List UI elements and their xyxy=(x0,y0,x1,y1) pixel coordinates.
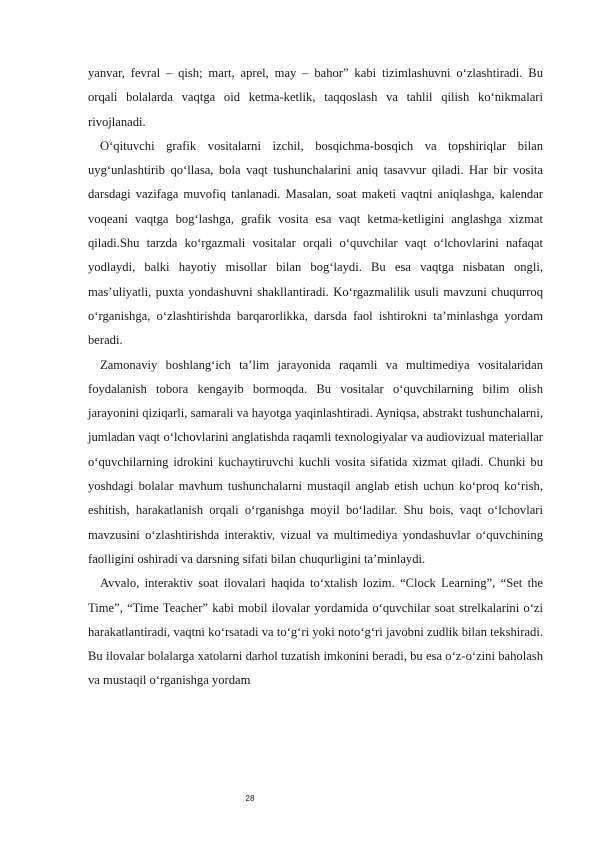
paragraph-4: Avvalo, interaktiv soat ilovalari haqida to‘xtalish lozim. “Clock Learning”, “Set the Time”, “Time Teacher” kabi mobil ilovalar yordamida o‘quvchilar soat strelkalarini o‘zi harakatlantiradi, vaqtni ko‘rsatadi va to‘g‘ri yoki noto‘g‘ri javobni zudlik bilan tekshiradi. Bu ilovalar bolalarga xatolarni darhol tuzatish imkonini beradi, bu esa o‘z-o‘zini baholash va mustaqil o‘rganishga yordam xyxy=(88,576,543,688)
paragraph-2: O‘qituvchi grafik vositalarni izchil, bosqichma-bosqich va topshiriqlar bilan uyg‘unlashtirib qo‘llasa, bola vaqt tushunchalarini aniq tasavvur qiladi. Har bir vosita darsdagi vazifaga muvofiq tanlanadi. Masalan, soat maketi vaqtni aniqlashga, kalendar voqeani vaqtga bog‘lashga, grafik vosita esa vaqt ketma-ketligini anglashga xizmat qiladi.Shu tarzda ko‘rgazmali vositalar orqali o‘quvchilar vaqt o‘lchovlarini nafaqat yodlaydi, balki hayotiy misollar bilan bog‘laydi. Bu esa vaqtga nisbatan ongli, mas’uliyatli, puxta yondashuvni shakllantiradi. Ko‘rgazmalilik usuli mavzuni chuqurroq o‘rganishga, o‘zlashtirishda barqarorlikka, darsda faol ishtirokni ta’minlashga yordam beradi. xyxy=(88,138,543,348)
paragraph-1: yanvar, fevral – qish; mart, aprel, may – bahor” kabi tizimlashuvni o‘zlashtiradi. Bu orqali bolalarda vaqtga oid ketma-ketlik, taqqoslash va tahlil qilish ko‘nikmalari rivojlanadi. xyxy=(88,66,543,129)
page-number: 28 xyxy=(245,794,255,803)
body-text xyxy=(88,61,543,693)
paragraph-3: Zamonaviy boshlang‘ich ta’lim jarayonida raqamli va multimediya vositalaridan foydalanish tobora kengayib bormoqda. Bu vositalar o‘quvchilarning bilim olish jarayonini qiziqarli, samarali va hayotga yaqinlashtiradi. Ayniqsa, abstrakt tushunchalarni, jumladan vaqt o‘lchovlarini anglatishda raqamli texnologiyalar va audiovizual materiallar o‘quvchilarning idrokini kuchaytiruvchi kuchli vosita sifatida xizmat qiladi. Chunki bu yoshdagi bolalar mavhum tushunchalarni mustaqil anglab etish uchun ko‘proq ko‘rish, eshitish, harakatlanish orqali o‘rganishga moyil bo‘ladilar. Shu bois, vaqt o‘lchovlari mavzusini o‘zlashtirishda interaktiv, vizual va multimediya yondashuvlar o‘quvchining faolligini oshiradi va darsning sifati bilan chuqurligini ta’minlaydi. xyxy=(88,357,543,566)
